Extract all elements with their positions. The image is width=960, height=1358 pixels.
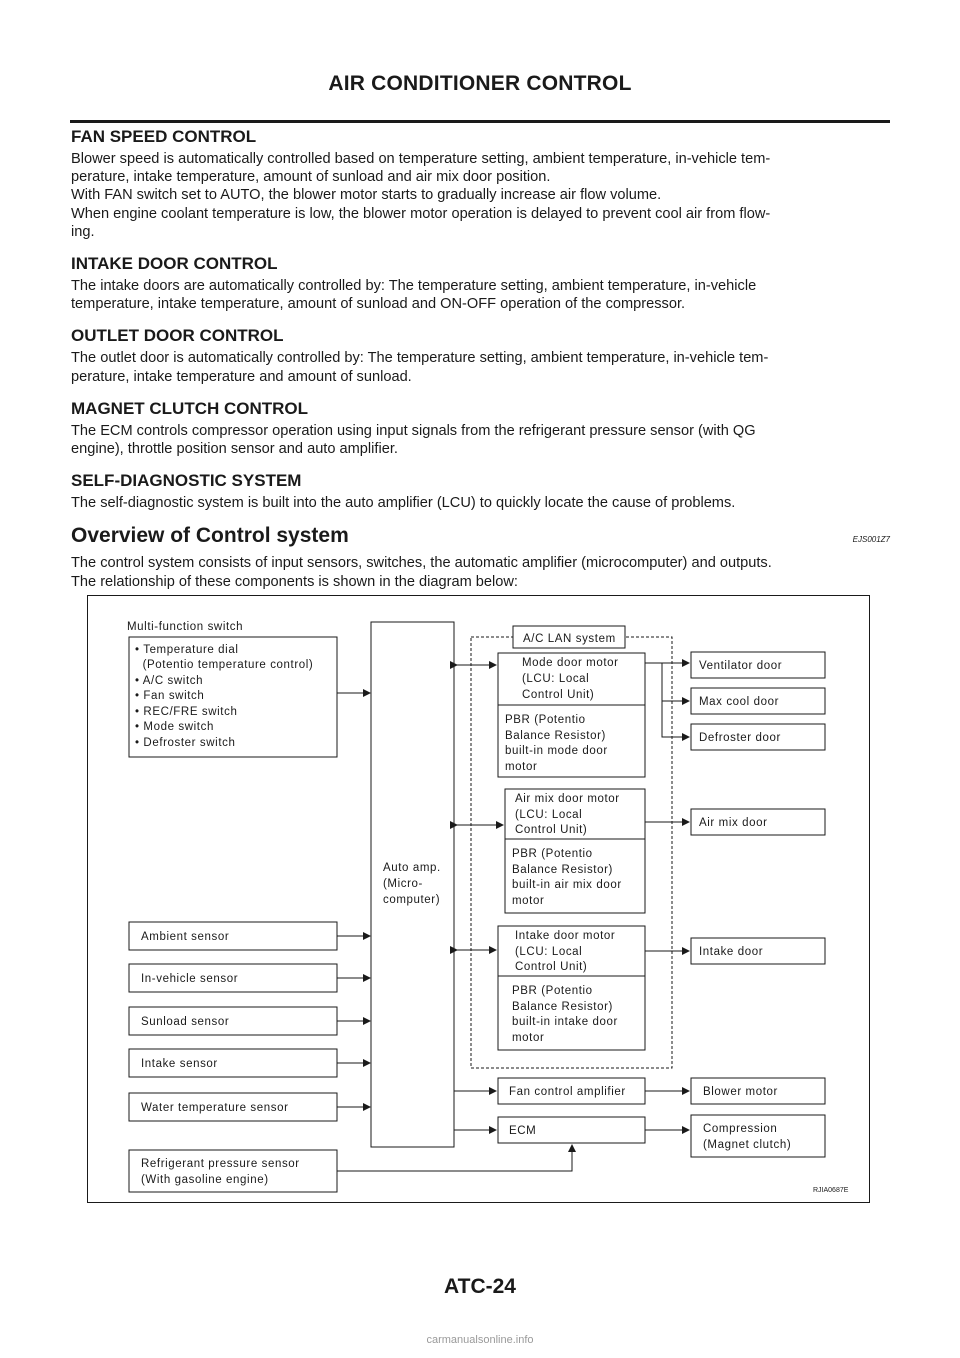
label-mode-motor: Control Unit): [522, 689, 595, 701]
label-refrigerant-sensor: (With gasoline engine): [141, 1174, 269, 1186]
mfs-item: • Temperature dial: [135, 644, 239, 656]
page-number: ATC-24: [444, 1275, 516, 1298]
label-compression: (Magnet clutch): [703, 1139, 792, 1151]
label-intake-pbr: motor: [512, 1032, 545, 1044]
section-body-self-diagnostic: The self-diagnostic system is built into the auto amplifier (LCU) to quickly locate the cause of problems.: [71, 495, 736, 512]
label-ambient-sensor: Ambient sensor: [141, 931, 230, 943]
diagram-svg: [87, 595, 870, 1203]
overview-body: The control system consists of input sensors, switches, the automatic amplifier (microcomputer) and outputs. The relationship of these components is shown in the diagram below:: [71, 555, 772, 590]
label-mode-motor: Mode door motor: [522, 657, 619, 669]
label-intake-sensor: Intake sensor: [141, 1058, 218, 1070]
label-airmix-pbr: PBR (Potentio: [512, 848, 593, 860]
label-airmix-pbr: built-in air mix door: [512, 879, 622, 891]
label-airmix-motor: Air mix door motor: [515, 793, 620, 805]
label-airmix-motor: (LCU: Local: [515, 809, 583, 821]
section-title-self-diagnostic: SELF-DIAGNOSTIC SYSTEM: [71, 471, 302, 491]
label-intake-motor: (LCU: Local: [515, 946, 583, 958]
control-system-diagram: [87, 595, 870, 1203]
section-body-intake-door: The intake doors are automatically controlled by: The temperature setting, ambient temperature, in-vehicle temperature, intake temperature, amount of sunload and ON-OFF operation of the compressor.: [71, 278, 757, 313]
label-intake-motor: Intake door motor: [515, 930, 616, 942]
overview-heading: [71, 524, 890, 548]
mfs-item: • A/C switch: [135, 675, 204, 687]
label-airmix-motor: Control Unit): [515, 824, 588, 836]
label-compression: Compression: [703, 1123, 778, 1135]
section-body-outlet-door: The outlet door is automatically controlled by: The temperature setting, ambient temperature, in-vehicle tem- perature, intake temperature and amount of sunload.: [71, 350, 769, 385]
mfs-item: • Mode switch: [135, 721, 214, 733]
label-ecm: ECM: [509, 1125, 537, 1137]
section-body-fan-speed: Blower speed is automatically controlled based on temperature setting, ambient temperature, in-vehicle tem- perature, intake temperature, amount of sunload and air mix door position. With FAN switch set to AUTO, the blower motor starts to gradually increase air flow volume. When engine coolant temperature is low, the blower motor operation is delayed to prevent cool air from flow- ing.: [71, 151, 771, 240]
section-title-fan-speed: FAN SPEED CONTROL: [71, 127, 257, 146]
section-title-intake-door: INTAKE DOOR CONTROL: [71, 254, 278, 274]
label-fan-amp: Fan control amplifier: [509, 1086, 626, 1098]
label-mode-pbr: built-in mode door: [505, 745, 608, 757]
main-content: [71, 126, 890, 591]
section-body-magnet-clutch: The ECM controls compressor operation using input signals from the refrigerant pressure sensor (with QG engine), throttle position sensor and auto amplifier.: [71, 422, 756, 458]
label-intake-pbr: Balance Resistor): [512, 1001, 613, 1013]
label-figure-code: RJIA0687E: [813, 1187, 849, 1194]
label-auto-amp: Auto amp.: [383, 862, 441, 874]
label-refrigerant-sensor: Refrigerant pressure sensor: [141, 1158, 300, 1170]
label-mode-pbr: PBR (Potentio: [505, 714, 586, 726]
label-defroster-door: Defroster door: [699, 732, 781, 744]
overview-code: EJS001Z7: [852, 535, 890, 545]
label-auto-amp: (Micro-: [383, 878, 423, 890]
section-title-magnet-clutch: MAGNET CLUTCH CONTROL: [71, 398, 309, 418]
label-auto-amp: computer): [383, 894, 441, 906]
arrow-to-max-cool: [645, 663, 689, 701]
label-blower-motor: Blower motor: [703, 1086, 778, 1098]
arrow-to-defroster: [662, 701, 689, 737]
label-in-vehicle-sensor: In-vehicle sensor: [141, 973, 239, 985]
overview-title: Overview of Control system: [71, 524, 349, 548]
label-water-sensor: Water temperature sensor: [141, 1102, 289, 1114]
label-lan: A/C LAN system: [523, 633, 616, 645]
header-rule: [70, 120, 890, 123]
label-multi-function: Multi-function switch: [127, 621, 244, 633]
label-sunload-sensor: Sunload sensor: [141, 1016, 230, 1028]
page-title: AIR CONDITIONER CONTROL: [328, 72, 632, 95]
label-airmix-pbr: Balance Resistor): [512, 864, 613, 876]
label-ventilator-door: Ventilator door: [699, 660, 783, 672]
mfs-item: (Potentio temperature control): [135, 659, 314, 671]
watermark: carmanualsonline.info: [426, 1334, 534, 1346]
label-intake-pbr: PBR (Potentio: [512, 985, 593, 997]
label-intake-door: Intake door: [699, 946, 764, 958]
label-max-cool-door: Max cool door: [699, 696, 780, 708]
mfs-item: • REC/FRE switch: [135, 706, 238, 718]
label-mode-pbr: Balance Resistor): [505, 730, 606, 742]
section-title-outlet-door: OUTLET DOOR CONTROL: [71, 326, 284, 346]
mfs-item: • Defroster switch: [135, 737, 236, 749]
arrow-refrigerant-to-ecm: [337, 1145, 572, 1171]
mfs-item: • Fan switch: [135, 690, 205, 702]
label-intake-pbr: built-in intake door: [512, 1016, 618, 1028]
label-intake-motor: Control Unit): [515, 961, 588, 973]
label-mode-pbr: motor: [505, 761, 538, 773]
label-airmix-pbr: motor: [512, 895, 545, 907]
label-mode-motor: (LCU: Local: [522, 673, 590, 685]
label-air-mix-door: Air mix door: [699, 817, 768, 829]
